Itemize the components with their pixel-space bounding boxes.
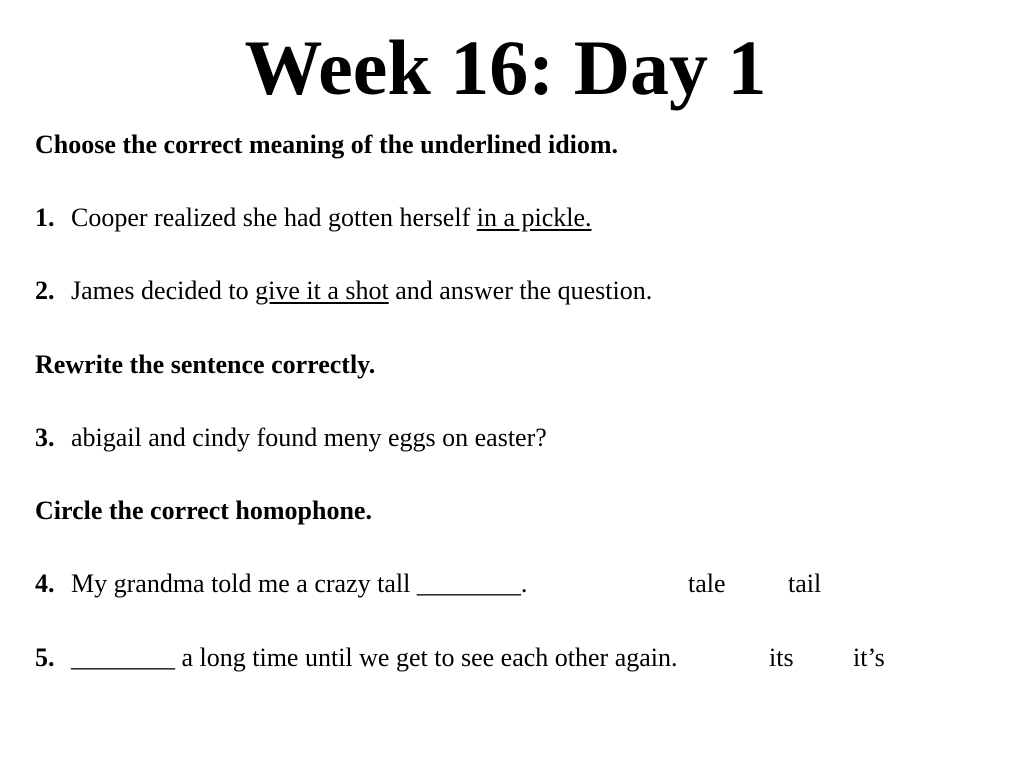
question-text: abigail and cindy found meny eggs on easter? (71, 423, 547, 452)
question-5 (35, 643, 678, 673)
question-number: 5. (35, 643, 55, 672)
question-number: 1. (35, 203, 55, 232)
homophone-choice-it-is[interactable]: it’s (853, 643, 885, 672)
section-heading-homophones: Circle the correct homophone. (35, 496, 372, 525)
question-number: 4. (35, 569, 55, 598)
question-4 (35, 569, 527, 599)
question-number: 3. (35, 423, 55, 452)
question-1 (35, 203, 592, 233)
question-2 (35, 276, 652, 306)
section-heading-rewrite: Rewrite the sentence correctly. (35, 350, 376, 379)
question-number: 2. (35, 276, 55, 305)
question-text-after: and answer the question. (388, 276, 653, 305)
page-title: Week 16: Day 1 (244, 24, 767, 111)
section-heading-idioms: Choose the correct meaning of the underlined idiom. (35, 130, 619, 159)
underlined-idiom: in a pickle. (476, 203, 592, 232)
question-text: James decided to (71, 276, 256, 305)
homophone-choice-tail[interactable]: tail (788, 569, 822, 598)
question-text: Cooper realized she had gotten herself (71, 203, 477, 232)
question-3 (35, 423, 547, 453)
homophone-choice-its[interactable]: its (769, 643, 794, 672)
question-text: ________ a long time until we get to see each other again. (71, 643, 678, 672)
question-text: My grandma told me a crazy tall ________. (71, 569, 528, 598)
homophone-choice-tale[interactable]: tale (688, 569, 726, 598)
underlined-idiom: give it a shot (255, 276, 389, 305)
